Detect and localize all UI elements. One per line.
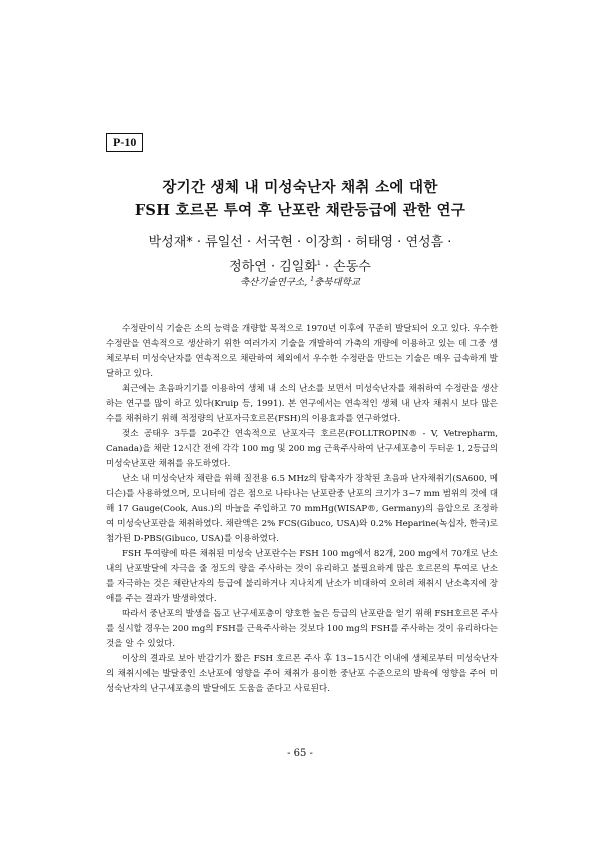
authors-line-2-sup: 1 xyxy=(316,260,321,267)
authors-line-2-rest: · 손동수 xyxy=(320,259,371,275)
paragraph: 수정란이식 기술은 소의 능력을 개량할 목적으로 1970년 이후에 꾸준히 발달되어 오고 있다. 우수한 수정란을 연속적으로 생산하기 위한 여러가지 기술을 개발하여 가축의 개량에 이용하고 있는 데 그중 생체로부터 미성숙난자를 연속적으로 채란하여 체외에서 우수한 수정란을 만드는 기술은 매우 급속하게 발달하고 있다. xyxy=(106,324,498,379)
title-line-1: 장기간 생체 내 미성숙난자 채취 소에 대한 xyxy=(162,179,438,196)
title-line-2: FSH 호르몬 투여 후 난포란 채란등급에 관한 연구 xyxy=(134,202,466,219)
abstract-body xyxy=(106,322,498,697)
paragraph: 젖소 공태우 3두를 20주간 연속적으로 난포자극 호르몬(FOLLTROPIN® - V, Vetrepharm, Canada)을 채란 12시간 전에 각각 100 mg 및 200 mg 근육주사하여 난구세포층이 두터운 1, 2등급의 미성숙난포란 채취를 유도하였다. xyxy=(106,429,498,469)
paragraph: 이상의 결과로 보아 반감기가 짧은 FSH 호르몬 주사 후 13~15시간 이내에 생체로부터 미성숙난자의 채취시에는 발달중인 소난포에 영향을 주어 채취가 용이한 중난포 수준으로의 발육에 영향을 주어 미성숙난자의 난구세포층의 발달에도 도움을 준다고 사료된다. xyxy=(106,654,498,694)
page-number: - 65 - xyxy=(287,748,313,759)
paragraph: 최근에는 초음파기기를 이용하여 생체 내 소의 난소를 보면서 미성숙난자를 채취하여 수정란을 생산하는 연구를 많이 하고 있다(Kruip 등, 1991). 본 연구에서는 연속적인 생체 내 난자 채취시 보다 많은 수를 채취하기 위해 적정량의 난포자극호르몬(FSH)의 이용효과를 연구하였다. xyxy=(106,384,498,424)
affiliation-rest: 충북대학교 xyxy=(314,277,360,288)
author-list xyxy=(0,232,600,277)
paragraph: 따라서 중난포의 발생을 돕고 난구세포층이 양호한 높은 등급의 난포란을 얻기 위해 FSH호르몬 주사를 실시할 경우는 200 mg의 FSH를 근육주사하는 것보다 100 mg의 FSH를 주사하는 것이 유리하다는 것을 알 수 있었다. xyxy=(106,609,498,649)
paper-title xyxy=(0,176,600,222)
paragraph: 난소 내 미성숙난자 채란을 위해 질전용 6.5 MHz의 탐촉자가 장착된 초음파 난자채취기(SA600, 메디슨)를 사용하였으며, 모니터에 검은 점으로 나타나는 난포란중 난포의 크기가 3~7 mm 범위의 것에 대해 17 Gauge(Cook, Aus.)의 바늘을 주입하고 70 mmHg(WISAP®, Germany)의 음압으로 조정하여 미성숙난포란을 채취하였다. 채란액은 2% FCS(Gibuco, USA)와 0.2% Heparine(녹십자, 한국)로 첨가된 D-PBS(Gibuco, USA)를 이용하였다. xyxy=(106,474,498,544)
affiliation-main: 축산기술연구소, xyxy=(240,277,311,288)
affiliation-sup: 1 xyxy=(310,275,315,283)
affiliation xyxy=(0,274,600,288)
abstract-id-box: P-10 xyxy=(106,133,143,152)
authors-line-2-main: 정하연 · 김일화 xyxy=(229,259,317,275)
authors-line-1: 박성재* · 류일선 · 서국현 · 이장희 · 허태영 · 연성흠 · xyxy=(148,235,452,250)
paragraph: FSH 투여량에 따른 채취된 미성숙 난포란수는 FSH 100 mg에서 82개, 200 mg에서 70개로 난소내의 난포발달에 자극을 줄 정도의 량을 주사하는 것이 유리하고 불필요하게 많은 호르몬의 투여로 난소를 자극하는 것은 채란난자의 등급에 불리하거나 지나치게 난소가 비대하여 오히려 채취시 난소촉지에 장애를 주는 결과가 발생하였다. xyxy=(106,549,498,604)
